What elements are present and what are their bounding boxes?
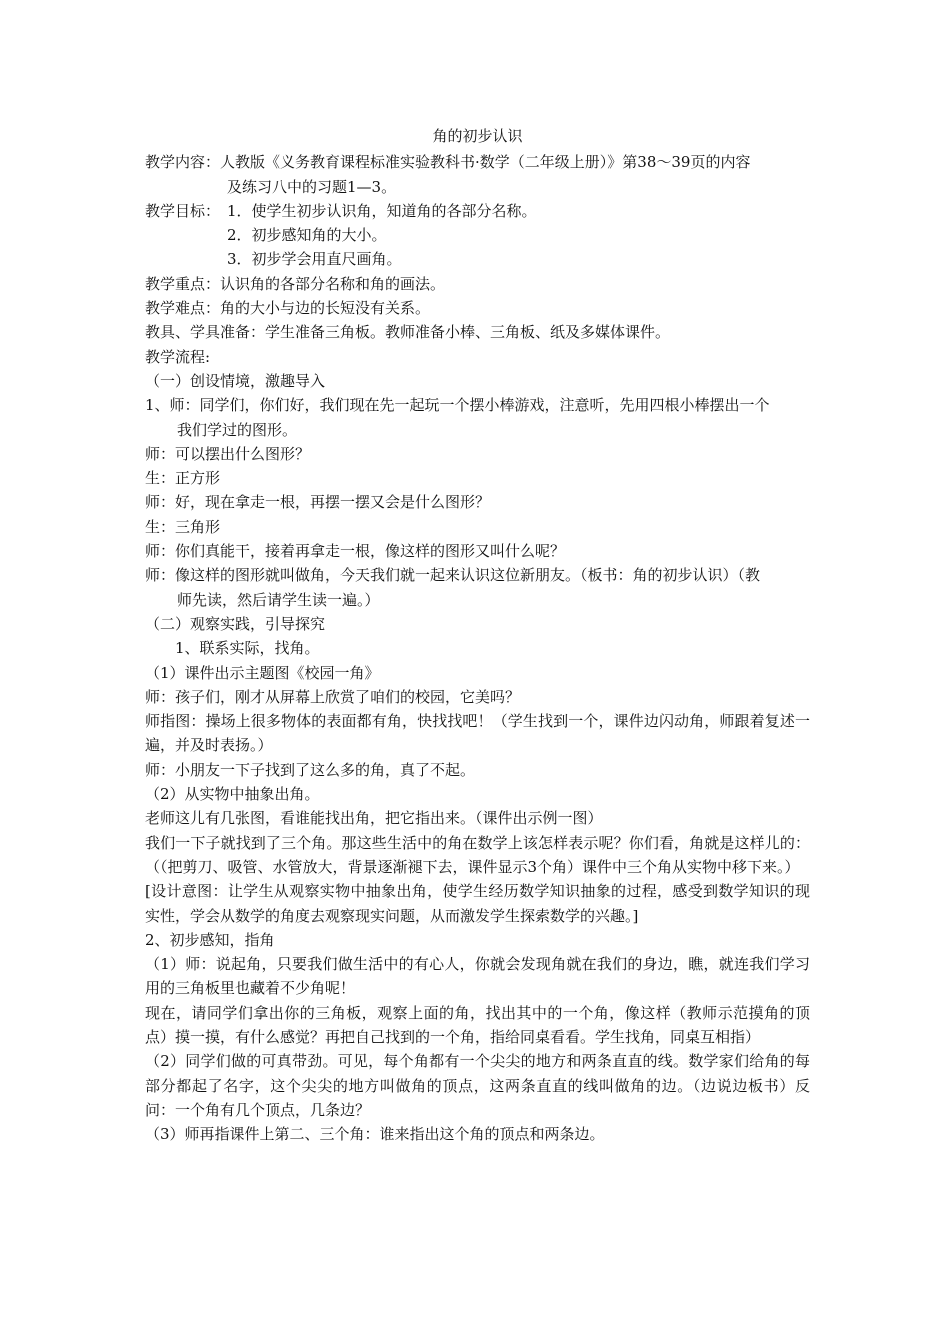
paragraph: （2）从实物中抽象出角。: [145, 785, 320, 804]
dialogue-line: 师：你们真能干，接着再拿走一根，像这样的图形又叫什么呢？: [145, 542, 566, 561]
paragraph: 师指图：操场上很多物体的表面都有角，快找找吧！（学生找到一个，课件边闪动角，师跟着复述一遍，并及时表扬。）: [145, 712, 810, 755]
paragraph: （2）同学们做的可真带劲。可见，每个角都有一个尖尖的地方和两条直直的线。数学家们给角的每部分都起了名字，这个尖尖的地方叫做角的顶点，这两条直直的线叫做角的边。（边说边板书）反问：一个角有几个顶点，几条边？: [145, 1052, 810, 1119]
goal-item: 1．使学生初步认识角，知道角的各部分名称。: [227, 201, 537, 220]
paragraph: （1）课件出示主题图《校园一角》: [145, 663, 380, 682]
paragraph: 师：像这样的图形就叫做角，今天我们就一起来认识这位新朋友。（板书：角的初步认识）（教: [145, 566, 761, 585]
paragraph: 师：小朋友一下子找到了这么多的角，真了不起。: [145, 760, 476, 779]
paragraph: 现在，请同学们拿出你的三角板，观察上面的角，找出其中的一个角，像这样（教师示范摸角的顶点）摸一摸，有什么感觉？再把自己找到的一个角，指给同桌看看。学生找角，同桌互相指）: [145, 1003, 810, 1046]
document-title: 角的初步认识: [432, 127, 523, 145]
paragraph-continued: 师先读，然后请学生读一遍。）: [177, 590, 380, 609]
paragraph-continued: 我们学过的图形。: [177, 420, 298, 439]
dialogue-line: 师：可以摆出什么图形？: [145, 444, 311, 463]
dialogue-line: 生：三角形: [145, 517, 221, 536]
teaching-goal-1: [145, 199, 810, 223]
teaching-content-text: 人教版《义务教育课程标准实验教科书·数学（二年级上册）》第38～39页的内容: [220, 153, 751, 172]
teaching-content: [145, 150, 810, 174]
subheading: 2、初步感知，指角: [145, 930, 275, 949]
teaching-goal-label: 教学目标：: [145, 201, 221, 220]
paragraph: （3）师再指课件上第二、三个角：谁来指出这个角的顶点和两条边。: [145, 1125, 605, 1144]
paragraph: （1）师：说起角，只要我们做生活中的有心人，你就会发现角就在我们的身边，瞧，就连我们学习用的三角板里也藏着不少角呢！: [145, 955, 810, 998]
process-label: 教学流程:: [145, 347, 211, 366]
paragraph: 1、师：同学们，你们好，我们现在先一起玩一个摆小棒游戏，注意听，先用四根小棒摆出一个: [145, 396, 770, 415]
dialogue-line: 生：正方形: [145, 469, 221, 488]
teaching-content-continued: 及练习八中的习题1—3。: [227, 177, 397, 196]
paragraph: 老师这儿有几张图，看谁能找出角，把它指出来。（课件出示例一图）: [145, 809, 603, 828]
difficulty: 教学难点：角的大小与边的长短没有关系。: [145, 299, 431, 318]
lesson-plan-document: [145, 124, 810, 1146]
goal-item: 3．初步学会用直尺画角。: [227, 250, 402, 269]
subheading: 1、联系实际，找角。: [175, 639, 320, 658]
goal-item: 2．初步感知角的大小。: [227, 226, 387, 245]
section-heading-2: （二）观察实践，引导探究: [145, 614, 326, 633]
paragraph: 师：孩子们，刚才从屏幕上欣赏了咱们的校园，它美吗？: [145, 687, 521, 706]
dialogue-line: 师：好，现在拿走一根，再摆一摆又会是什么图形？: [145, 493, 491, 512]
teaching-content-label: 教学内容：: [145, 153, 221, 172]
paragraph: 我们一下子就找到了三个角。那这些生活中的角在数学上该怎样表示呢？你们看，角就是这样儿的：（（把剪刀、吸管、水管放大，背景逐渐褪下去，课件显示3个角）课件中三个角从实物中移下来。）: [145, 833, 810, 876]
tools-preparation: 教具、学具准备：学生准备三角板。教师准备小棒、三角板、纸及多媒体课件。: [145, 323, 671, 342]
design-intent-note: [设计意图：让学生从观察实物中抽象出角，使学生经历数学知识抽象的过程，感受到数学知识的现实性，学会从数学的角度去观察现实问题，从而激发学生探索数学的兴趣。]: [145, 882, 810, 925]
key-point: 教学重点：认识角的各部分名称和角的画法。: [145, 274, 446, 293]
section-heading-1: （一）创设情境，激趣导入: [145, 371, 326, 390]
